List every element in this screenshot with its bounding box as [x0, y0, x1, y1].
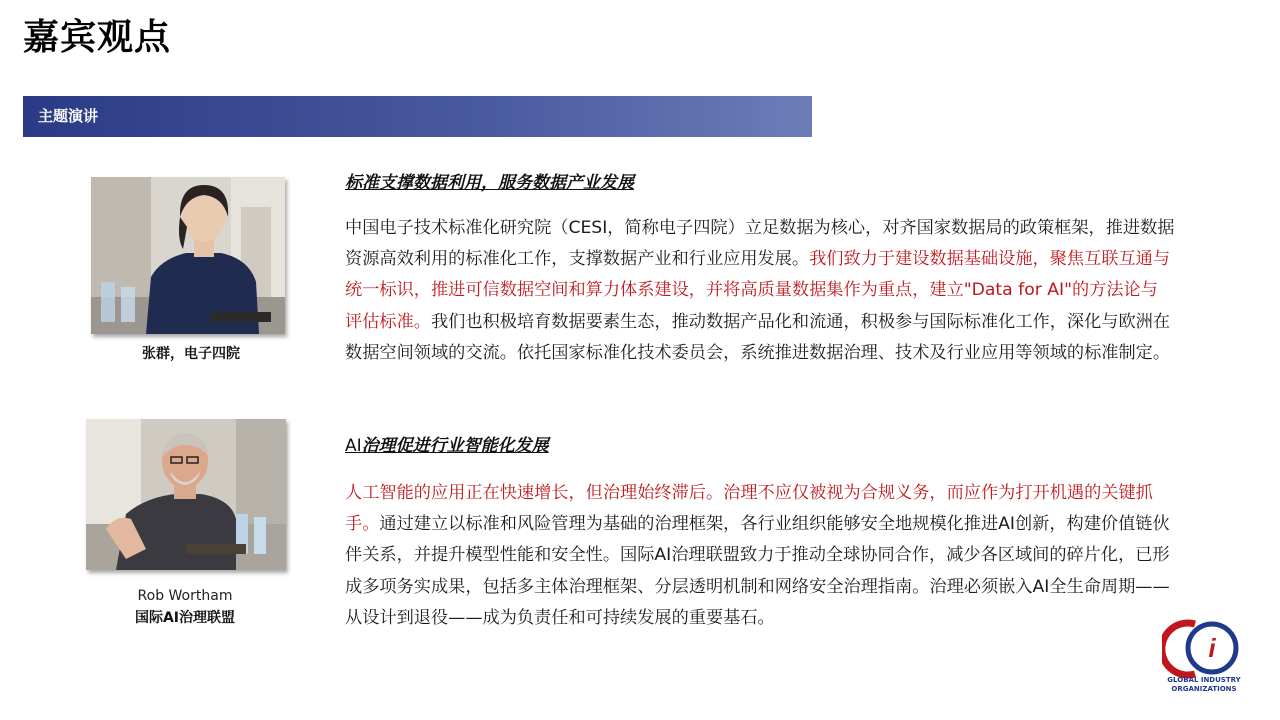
speaker-2-talk-title-text: 治理促进行业智能化发展	[361, 436, 549, 456]
page-title: 嘉宾观点	[23, 17, 172, 58]
speaker-2-org: 国际AI治理联盟	[134, 610, 236, 626]
speaker-2-body-rest: 通过建立以标准和风险管理为基础的治理框架，各行业组织能够安全地规模化推进AI创新，构建价值链伙伴关系，并提升模型性能和安全性。国际AI治理联盟致力于推动全球协同合作，减少各区域间的碎片化，已形成多项务实成果，包括多主体治理框架、分层透明机制和网络安全治理指南。治理必须嵌入AI全生命周期——从设计到退役——成为负责任和可持续发展的重要基石。	[345, 514, 1170, 628]
gio-logo-text	[1158, 676, 1250, 694]
speaker-1-talk-title: 标准支撑数据利用，服务数据产业发展	[345, 173, 634, 193]
gio-logo-line1: GLOBAL INDUSTRY	[1167, 676, 1241, 684]
section-header-label: 主题演讲	[38, 107, 99, 125]
speaker-1-body-intro: 中国电子技术标准化研究院（CESI，简称电子四院）立足数据为核心，对齐国家数据局的政策框架，推进数据资源高效利用的标准化工作，支撑数据产业和行业应用发展。	[345, 218, 1175, 270]
gio-logo-letter: i	[1208, 633, 1216, 663]
speaker-2-body-highlight: 人工智能的应用正在快速增长，但治理始终滞后。治理不应仅被视为合规义务，而应作为打开机遇的关键抓手。	[345, 483, 1153, 535]
gio-logo-line2: ORGANIZATIONS	[1171, 685, 1237, 693]
speaker-1-photo	[91, 177, 285, 334]
speaker-2-talk-title	[345, 434, 549, 458]
speaker-2-caption	[85, 585, 285, 629]
section-header-bar	[23, 96, 812, 137]
speaker-2-photo	[86, 419, 286, 570]
speaker-2-talk-body	[345, 478, 1175, 634]
speaker-1-body-rest: 我们也积极培育数据要素生态，推动数据产品化和流通，积极参与国际标准化工作，深化与欧洲在数据空间领域的交流。依托国家标准化技术委员会，系统推进数据治理、技术及行业应用等领域的标准制定。	[345, 311, 1171, 363]
speaker-2-name: Rob Wortham	[137, 588, 233, 604]
speaker-2-talk-title-prefix: AI	[345, 436, 362, 456]
speaker-1-caption	[91, 343, 291, 365]
speaker-1-name: 张群，电子四院	[142, 346, 240, 362]
speaker-1-talk-body	[345, 213, 1175, 369]
speaker-1-body-highlight: 我们致力于建设数据基础设施，聚焦互联互通与统一标识，推进可信数据空间和算力体系建设，并将高质量数据集作为重点，建立"Data for AI"的方法论与评估标准。	[345, 249, 1171, 332]
